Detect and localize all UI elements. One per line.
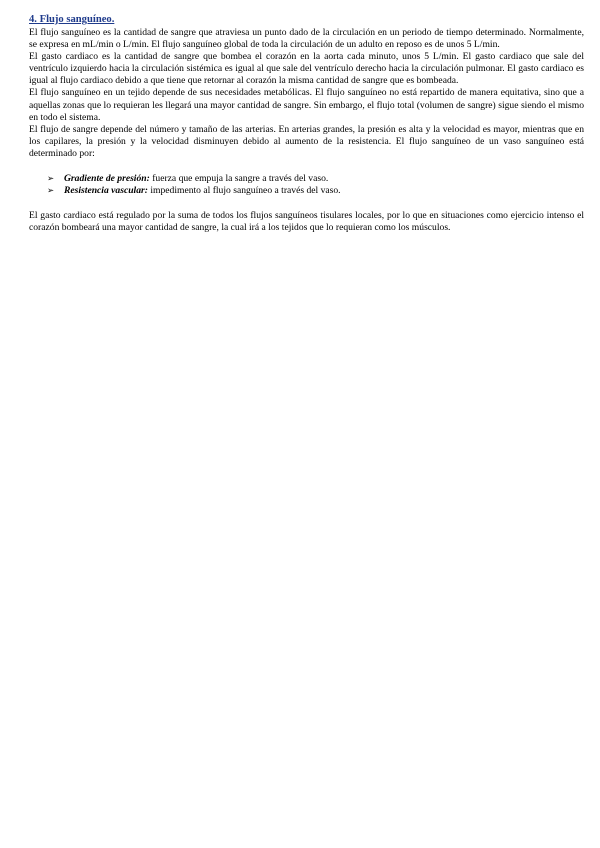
- list-item: [47, 185, 584, 197]
- list-item-text: impedimento al flujo sanguíneo a través del vaso.: [147, 185, 341, 197]
- list-item-term: Resistencia vascular:: [64, 185, 148, 197]
- paragraph-definition: El flujo sanguíneo es la cantidad de sangre que atraviesa un punto dado de la circulación en un periodo de tiempo determinado. Normalmente, se expresa en mL/min o L/min. El flujo sanguíneo global de toda la circulación de un adulto en reposo es de unos 5 L/min.: [29, 27, 584, 51]
- paragraph-metabolic-needs: El flujo sanguíneo en un tejido depende de sus necesidades metabólicas. El flujo sanguíneo no está repartido de manera equitativa, sino que a aquellas zonas que lo requieran les llegará una mayor cantidad de sangre. Sin embargo, el flujo total (volumen de sangre) sigue siendo el mismo en todo el sistema.: [29, 87, 584, 123]
- paragraph-regulation: El gasto cardiaco está regulado por la suma de todos los flujos sanguíneos tisulares locales, por lo que en situaciones como ejercicio intenso el corazón bombeará una mayor cantidad de sangre, la cual irá a los tejidos que lo requieran como los músculos.: [29, 210, 584, 234]
- list-item-term: Gradiente de presión:: [64, 173, 150, 185]
- document-body: [29, 13, 584, 234]
- determinants-list: [29, 173, 584, 197]
- list-item: [47, 173, 584, 185]
- arrowhead-bullet-icon: ➢: [47, 174, 55, 185]
- section-heading: 4. Flujo sanguíneo.: [29, 14, 115, 25]
- paragraph-cardiac-output: El gasto cardiaco es la cantidad de sangre que bombea el corazón en la aorta cada minuto, unos 5 L/min. El gasto cardiaco que sale del ventrículo izquierdo hacia la circulación sistémica es igual al que sale del ventrículo derecho hacia la circulación pulmonar. El gasto cardiaco es igual al flujo cardiaco debido a que tiene que retornar al corazón la misma cantidad de sangre que es bombeada.: [29, 51, 584, 87]
- arrowhead-bullet-icon: ➢: [47, 186, 55, 197]
- paragraph-arteries: El flujo de sangre depende del número y tamaño de las arterias. En arterias grandes, la presión es alta y la velocidad es mayor, mientras que en los capilares, la presión y la velocidad disminuyen debido al aumento de la resistencia. El flujo sanguíneo de un vaso sanguíneo está determinado por:: [29, 123, 584, 159]
- list-item-text: fuerza que empuja la sangre a través del vaso.: [149, 173, 329, 185]
